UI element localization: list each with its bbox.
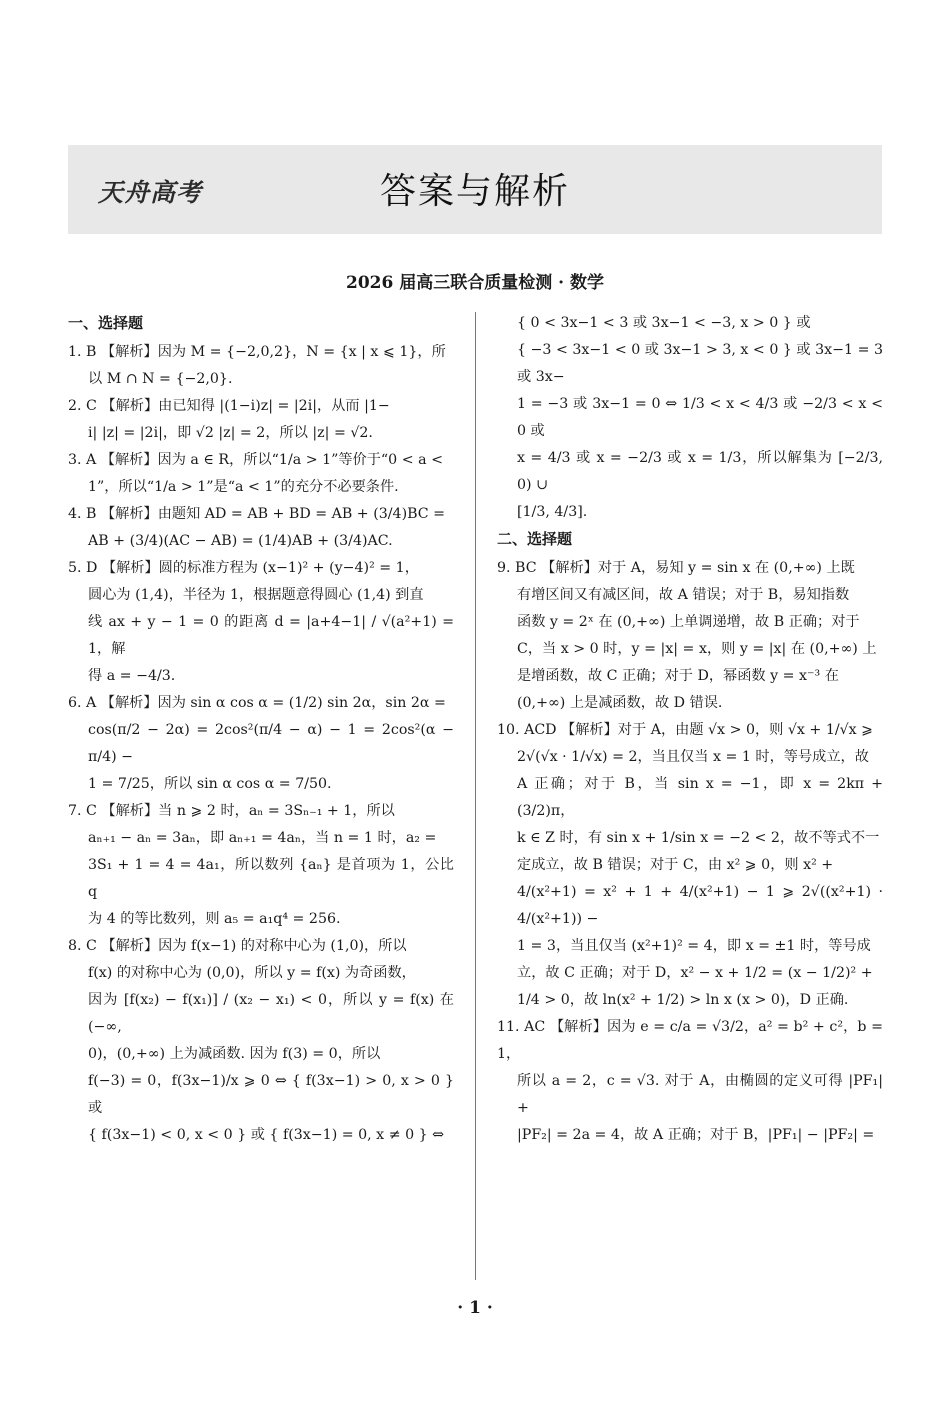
answer-line: 立，故 C 正确；对于 D，x² − x + 1/2 = (x − 1/2)² + <box>517 965 873 981</box>
header-band <box>68 145 882 234</box>
answer-line: [1/3, 4/3]. <box>517 504 588 520</box>
answer-line: AB + (3/4)(AC − AB) = (1/4)AB + (3/4)AC. <box>88 533 393 549</box>
answer-line: 线 ax + y − 1 = 0 的距离 d = |a+4−1| / √(a²+1) = 1，解 <box>88 614 454 657</box>
answer-line: 2. C 【解析】由已知得 |(1−i)z| = |2i|，从而 |1− <box>68 398 390 414</box>
brand-logo: 天舟高考 <box>98 178 203 207</box>
answer-line: 4/(x²+1) = x² + 1 + 4/(x²+1) − 1 ⩾ 2√((x²+1) · 4/(x²+1)) − <box>517 884 883 927</box>
answer-line: 以 M ∩ N = {−2,0}. <box>88 371 233 387</box>
answer-line: 1/4 > 0，故 ln(x² + 1/2) > ln x (x > 0)，D 正确. <box>517 992 849 1008</box>
answer-line: 为 4 的等比数列，则 a₅ = a₁q⁴ = 256. <box>88 911 341 927</box>
answer-line: { f(3x−1) < 0, x < 0 } 或 { f(3x−1) = 0, x ≠ 0 } ⇔ <box>88 1127 445 1143</box>
answer-line: { 0 < 3x−1 < 3 或 3x−1 < −3, x > 0 } 或 <box>517 315 811 331</box>
answer-line: |PF₂| = 2a = 4，故 A 正确；对于 B，|PF₁| − |PF₂| = <box>517 1127 875 1143</box>
page-title: 答案与解析 <box>380 171 571 212</box>
answer-line: (0,+∞) 上是减函数，故 D 错误. <box>517 695 723 711</box>
answer-line: i| |z| = |2i|，即 √2 |z| = 2，所以 |z| = √2. <box>88 425 373 441</box>
answer-line: 函数 y = 2ˣ 在 (0,+∞) 上单调递增，故 B 正确；对于 <box>517 614 860 630</box>
answer-line: 所以 a = 2，c = √3. 对于 A，由椭圆的定义可得 |PF₁| + <box>517 1073 883 1116</box>
answer-line: 11. AC 【解析】因为 e = c/a = √3/2，a² = b² + c²，b = 1， <box>497 1019 883 1062</box>
section-heading-multi-choice: 二、选择题 <box>497 530 573 548</box>
answer-line: 9. BC 【解析】对于 A，易知 y = sin x 在 (0,+∞) 上既 <box>497 560 855 576</box>
answer-line: C，当 x > 0 时，y = |x| = x，则 y = |x| 在 (0,+∞) 上 <box>517 641 877 657</box>
answer-line: 3. A 【解析】因为 a ∈ R，所以“1/a > 1”等价于“0 < a < <box>68 452 443 468</box>
right-column <box>497 310 883 1149</box>
left-column <box>68 310 454 1149</box>
answer-line: 定成立，故 B 错误；对于 C，由 x² ⩾ 0，则 x² + <box>517 857 834 873</box>
answer-line: 7. C 【解析】当 n ⩾ 2 时，aₙ = 3Sₙ₋₁ + 1，所以 <box>68 803 395 819</box>
answer-line: f(−3) = 0，f(3x−1)/x ⩾ 0 ⇔ { f(3x−1) > 0, x > 0 } 或 <box>88 1073 454 1116</box>
answer-line: 10. ACD 【解析】对于 A，由题 √x > 0，则 √x + 1/√x ⩾ <box>497 722 874 738</box>
answer-line: 2√(√x · 1/√x) = 2，当且仅当 x = 1 时，等号成立，故 <box>517 749 869 765</box>
answer-line: 得 a = −4/3. <box>88 668 176 684</box>
answer-line: 5. D 【解析】圆的标准方程为 (x−1)² + (y−4)² = 1， <box>68 560 419 576</box>
answer-line: 1 = 7/25，所以 sin α cos α = 7/50. <box>88 776 332 792</box>
answer-line: 1 = 3，当且仅当 (x²+1)² = 4，即 x = ±1 时，等号成 <box>517 938 871 954</box>
answer-line: aₙ₊₁ − aₙ = 3aₙ，即 aₙ₊₁ = 4aₙ，当 n = 1 时，a₂ = <box>88 830 437 846</box>
answer-line: { −3 < 3x−1 < 0 或 3x−1 > 3, x < 0 } 或 3x−1 = 3 或 3x− <box>517 342 883 385</box>
section-heading-choice: 一、选择题 <box>68 314 144 332</box>
answer-line: k ∈ Z 时，有 sin x + 1/sin x = −2 < 2，故不等式不一 <box>517 830 880 846</box>
exam-subtitle: 2026 届高三联合质量检测 · 数学 <box>346 273 604 293</box>
answer-line: 是增函数，故 C 正确；对于 D，幂函数 y = x⁻³ 在 <box>517 668 839 684</box>
answer-line: 圆心为 (1,4)，半径为 1，根据题意得圆心 (1,4) 到直 <box>88 587 424 603</box>
answer-line: 1 = −3 或 3x−1 = 0 ⇔ 1/3 < x < 4/3 或 −2/3 < x < 0 或 <box>517 396 883 439</box>
answer-line: 8. C 【解析】因为 f(x−1) 的对称中心为 (1,0)，所以 <box>68 938 407 954</box>
answer-line: A 正确；对于 B，当 sin x = −1，即 x = 2kπ + (3/2)π， <box>517 776 883 819</box>
answer-line: 1. B 【解析】因为 M = {−2,0,2}，N = {x | x ⩽ 1}，所 <box>68 344 446 360</box>
answer-line: 4. B 【解析】由题知 AD = AB + BD = AB + (3/4)BC = <box>68 506 446 522</box>
answer-line: cos(π/2 − 2α) = 2cos²(π/4 − α) − 1 = 2cos²(α − π/4) − <box>88 722 454 765</box>
column-divider <box>475 312 476 1280</box>
answer-line: 因为 [f(x₂) − f(x₁)] / (x₂ − x₁) < 0，所以 y = f(x) 在 (−∞, <box>88 992 454 1035</box>
answer-line: 有增区间又有减区间，故 A 错误；对于 B，易知指数 <box>517 587 850 603</box>
answer-line: 0)，(0,+∞) 上为减函数. 因为 f(3) = 0，所以 <box>88 1046 381 1062</box>
answer-line: f(x) 的对称中心为 (0,0)，所以 y = f(x) 为奇函数， <box>88 965 416 981</box>
answer-line: 6. A 【解析】因为 sin α cos α = (1/2) sin 2α，sin 2α = <box>68 695 446 711</box>
answer-line: 3S₁ + 1 = 4 = 4a₁，所以数列 {aₙ} 是首项为 1，公比 q <box>88 857 454 900</box>
answer-line: 1”，所以“1/a > 1”是“a < 1”的充分不必要条件. <box>88 479 399 495</box>
answer-line: x = 4/3 或 x = −2/3 或 x = 1/3，所以解集为 [−2/3, 0) ∪ <box>517 450 883 493</box>
page-number: · 1 · <box>457 1298 493 1318</box>
